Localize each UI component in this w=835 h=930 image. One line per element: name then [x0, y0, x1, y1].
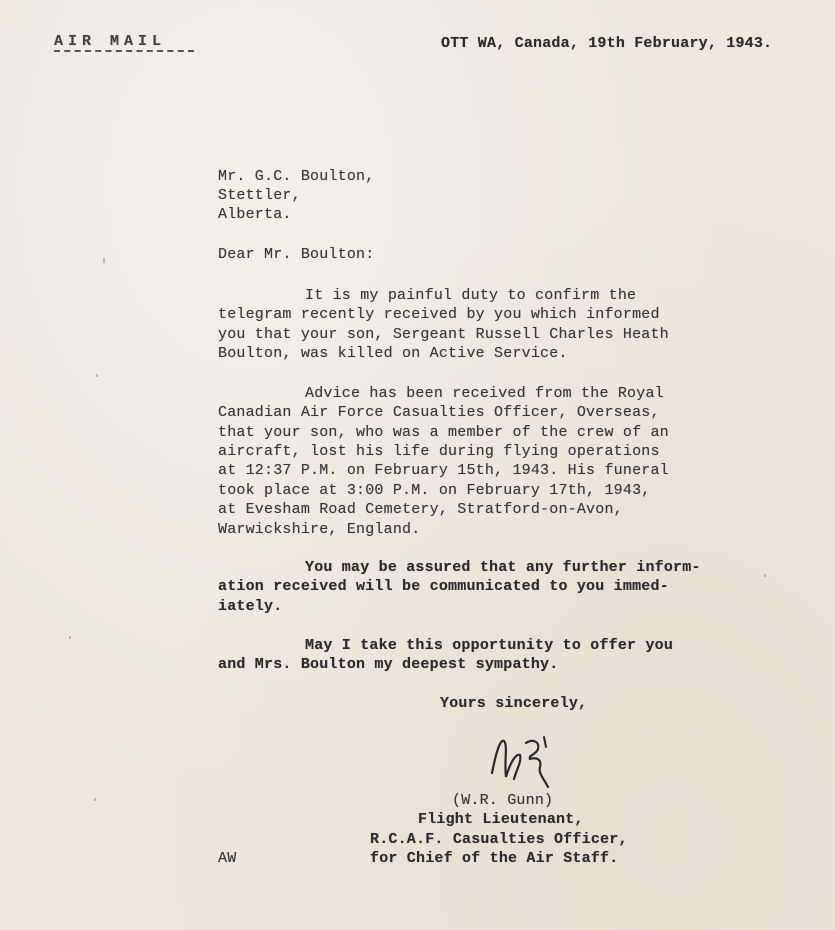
signature-icon — [486, 733, 558, 791]
paragraph-4-line: May I take this opportunity to offer you — [305, 637, 674, 654]
paragraph-3-line: ation received will be communicated to you immed- — [218, 578, 669, 595]
paper-speck — [69, 636, 71, 639]
paragraph-2-line: Advice has been received from the Royal — [305, 385, 664, 402]
address-line-3: Alberta. — [218, 206, 292, 223]
paper-speck — [96, 374, 98, 377]
signatory-office: R.C.A.F. Casualties Officer, — [370, 831, 628, 848]
paragraph-2-line: took place at 3:00 P.M. on February 17th, 1943, — [218, 482, 651, 499]
paragraph-2-line: that your son, who was a member of the crew of an — [218, 424, 669, 441]
signatory-name: (W.R. Gunn) — [452, 792, 554, 809]
address-line-2: Stettler, — [218, 187, 301, 204]
signatory-for: for Chief of the Air Staff. — [370, 850, 619, 867]
paragraph-1-line: you that your son, Sergeant Russell Charles Heath — [218, 326, 669, 343]
paragraph-2-line: at Evesham Road Cemetery, Stratford-on-Avon, — [218, 501, 623, 518]
place-date: OTT WA, Canada, 19th February, 1943. — [441, 35, 773, 52]
paper-speck — [94, 798, 96, 801]
paragraph-1-line: Boulton, was killed on Active Service. — [218, 345, 568, 362]
paragraph-2-line: at 12:37 P.M. on February 15th, 1943. His funeral — [218, 462, 669, 479]
salutation: Dear Mr. Boulton: — [218, 246, 375, 263]
closing: Yours sincerely, — [440, 695, 588, 712]
paragraph-1-line: telegram recently received by you which informed — [218, 306, 660, 323]
paragraph-4-line: and Mrs. Boulton my deepest sympathy. — [218, 656, 559, 673]
paragraph-3-line: iately. — [218, 598, 283, 615]
signatory-rank: Flight Lieutenant, — [418, 811, 584, 828]
air-mail-label: AIR MAIL — [54, 33, 167, 50]
paragraph-2-line: aircraft, lost his life during flying operations — [218, 443, 660, 460]
air-mail-underline — [54, 50, 194, 52]
typist-initials: AW — [218, 850, 237, 867]
paragraph-2-line: Canadian Air Force Casualties Officer, Overseas, — [218, 404, 660, 421]
paragraph-3-line: You may be assured that any further inform- — [305, 559, 701, 576]
paragraph-1-line: It is my painful duty to confirm the — [305, 287, 637, 304]
paragraph-2-line: Warwickshire, England. — [218, 521, 421, 538]
paper-speck — [764, 574, 766, 577]
address-line-1: Mr. G.C. Boulton, — [218, 168, 375, 185]
paper-speck — [103, 258, 105, 263]
